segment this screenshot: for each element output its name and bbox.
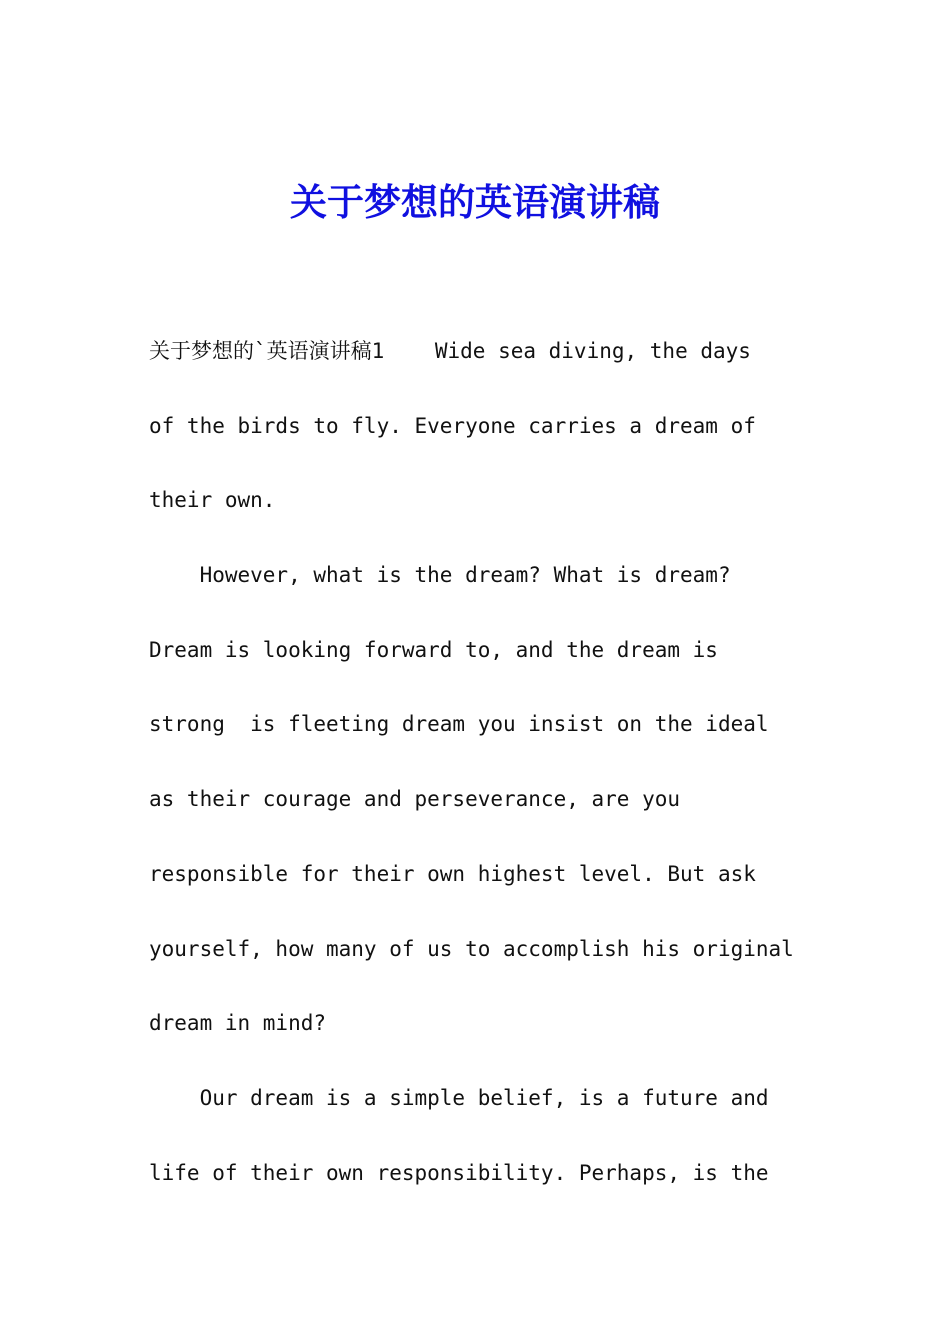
document-body bbox=[149, 331, 819, 1227]
body-line: responsible for their own highest level. But ask bbox=[149, 861, 756, 886]
body-line: strong is fleeting dream you insist on the ideal bbox=[149, 712, 769, 737]
body-line: Dream is looking forward to, and the dream is bbox=[149, 637, 718, 662]
body-line: as their courage and perseverance, are you bbox=[149, 787, 681, 812]
body-line: Our dream is a simple belief, is a future and bbox=[149, 1085, 769, 1110]
body-line: life of their own responsibility. Perhaps, is the bbox=[149, 1160, 769, 1185]
body-line: 关于梦想的`英语演讲稿1 Wide sea diving, the days bbox=[149, 339, 751, 363]
body-line: However, what is the dream? What is dream? bbox=[149, 563, 731, 588]
body-line: dream in mind? bbox=[149, 1011, 327, 1036]
body-line: yourself, how many of us to accomplish his original bbox=[149, 936, 794, 961]
body-line: their own. bbox=[149, 488, 276, 513]
document-title: 关于梦想的英语演讲稿 bbox=[290, 180, 660, 224]
body-line: of the birds to fly. Everyone carries a dream of bbox=[149, 413, 756, 438]
